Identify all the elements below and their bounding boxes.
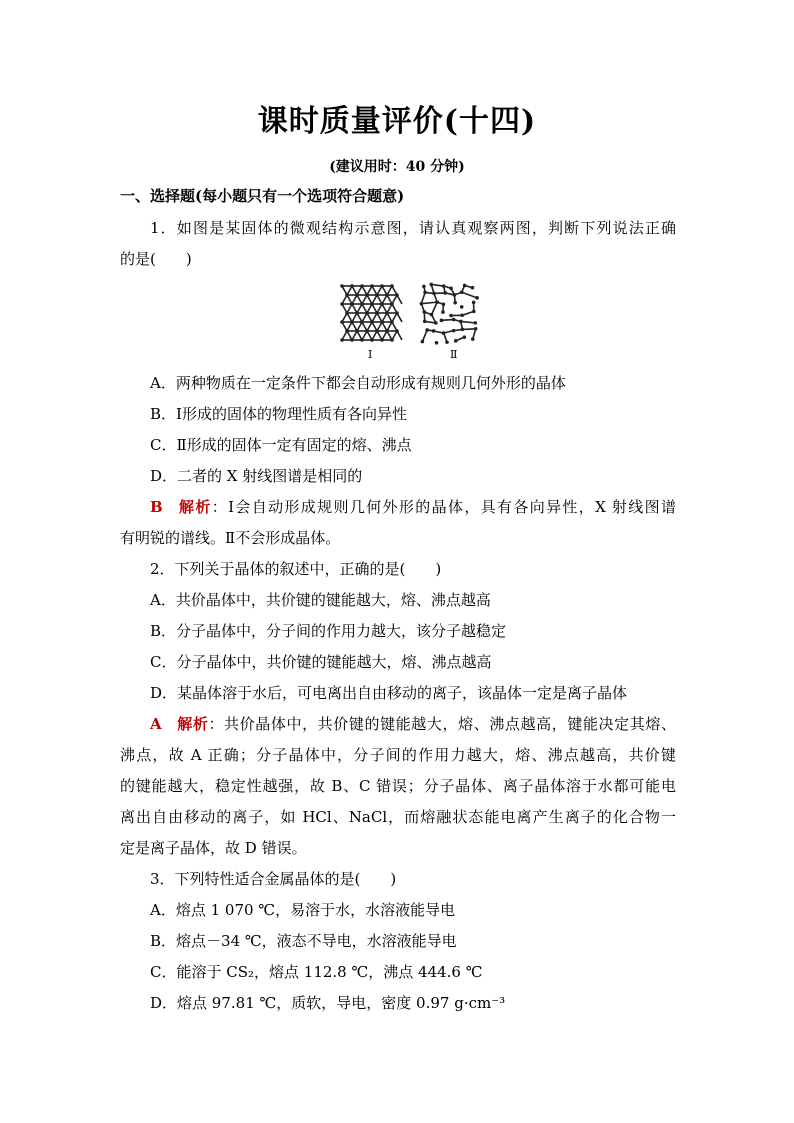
q1-answer: B [150, 498, 163, 516]
q1-stem-line2: 的是( ) [120, 250, 192, 268]
q3-option-b: B．熔点－34 ℃，液态不导电，水溶液能导电 [150, 932, 457, 950]
q1-analysis-line1 [150, 497, 676, 517]
q2-option-d: D．某晶体溶于水后，可电离出自由移动的离子，该晶体一定是离子晶体 [150, 684, 628, 702]
q1-analysis-line2: 有明锐的谱线。Ⅱ不会形成晶体。 [120, 529, 341, 547]
q2-option-b: B．分子晶体中，分子间的作用力越大，该分子越稳定 [150, 622, 507, 640]
crystal-structure-figure [336, 280, 486, 362]
q1-option-a: A．两种物质在一定条件下都会自动形成有规则几何外形的晶体 [150, 374, 566, 392]
q2-analysis-line3: 的键能越大，稳定性越强，故 B、C 错误；分子晶体、离子晶体溶于水都可能电 [120, 777, 676, 795]
q3-option-d: D．熔点 97.81 ℃，质软，导电，密度 0.97 g·cm⁻³ [150, 994, 506, 1012]
q3-stem: 3．下列特性适合金属晶体的是( ) [150, 870, 397, 888]
section-heading: 一、选择题(每小题只有一个选项符合题意) [120, 187, 405, 205]
q1-option-b: B．Ⅰ形成的固体的物理性质有各向异性 [150, 405, 407, 423]
figure-label-i: Ⅰ [368, 348, 373, 361]
q3-option-a: A．熔点 1 070 ℃，易溶于水，水溶液能导电 [150, 901, 456, 919]
q2-option-c: C．分子晶体中，共价键的键能越大，熔、沸点越高 [150, 653, 492, 671]
q3-option-c: C．能溶于 CS₂，熔点 112.8 ℃，沸点 444.6 ℃ [150, 963, 483, 981]
q2-analysis-line4: 离出自由移动的离子，如 HCl、NaCl，而熔融状态能电离产生离子的化合物一 [120, 808, 676, 826]
q1-option-c: C．Ⅱ形成的固体一定有固定的熔、沸点 [150, 436, 412, 454]
q2-analysis-line5: 定是离子晶体，故 D 错误。 [120, 839, 307, 857]
q1-analysis-text1: ：Ⅰ会自动形成规则几何外形的晶体，具有各向异性，X 射线图谱 [211, 498, 676, 516]
analysis-label: 解析 [176, 715, 209, 733]
q2-analysis-line1 [150, 714, 676, 734]
crystal-lattice-diagram [340, 284, 402, 342]
q2-answer: A [150, 715, 162, 733]
analysis-label: 解析 [177, 498, 212, 516]
q1-stem-line1: 1．如图是某固体的微观结构示意图，请认真观察两图，判断下列说法正确 [150, 219, 676, 237]
figure-label-ii: Ⅱ [450, 348, 458, 361]
q2-analysis-text1: ：共价晶体中，共价键的键能越大，熔、沸点越高，键能决定其熔、 [208, 715, 676, 733]
page-title: 课时质量评价(十四) [257, 104, 537, 139]
suggested-time: (建议用时：40 分钟) [329, 159, 465, 175]
q1-option-d: D．二者的 X 射线图谱是相同的 [150, 467, 363, 485]
q2-option-a: A．共价晶体中，共价键的键能越大，熔、沸点越高 [150, 591, 491, 609]
amorphous-structure-diagram [420, 283, 479, 345]
q2-analysis-line2: 沸点，故 A 正确；分子晶体中，分子间的作用力越大，熔、沸点越高，共价键 [120, 746, 676, 764]
q2-stem: 2．下列关于晶体的叙述中，正确的是( ) [150, 560, 442, 578]
